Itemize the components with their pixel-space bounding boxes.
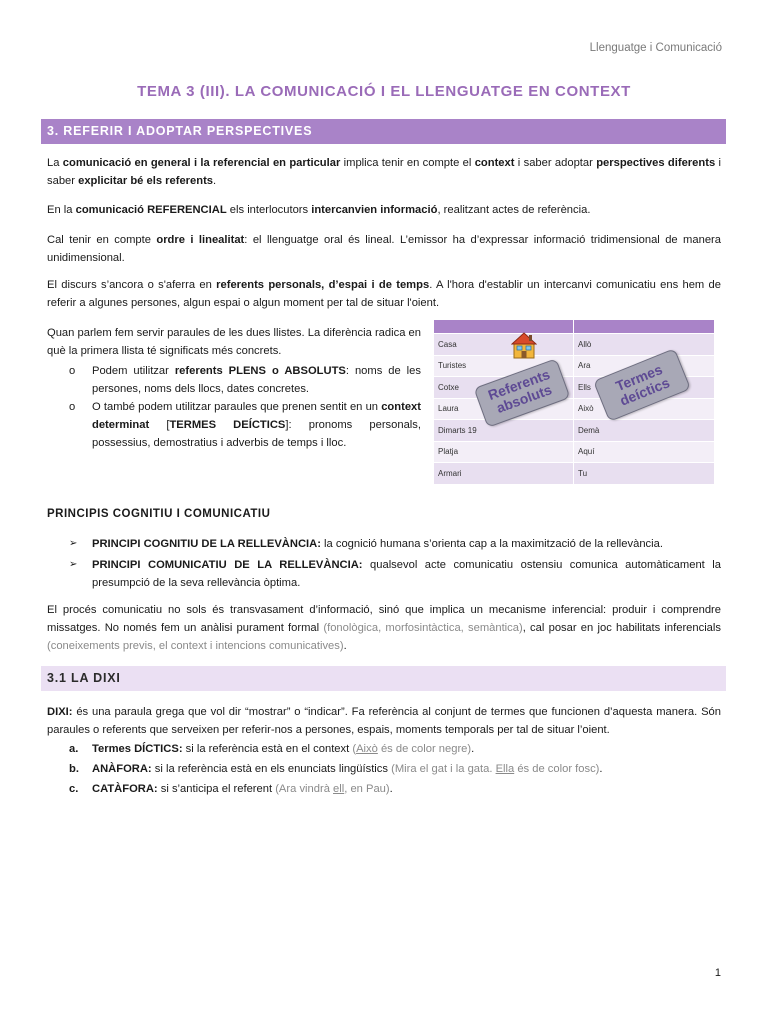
table-row: [434, 420, 714, 442]
table-cell-absolute: Armari: [434, 463, 574, 485]
list-item: o O també podem utilitzar paraules que prenen sentit en un context determinat [TERMES DEÍCTICS]: pronoms personals, possessius, demostratius i adverbis de temps i lloc.: [47, 398, 421, 452]
list-item: a. Termes DÍCTICS: si la referència està en el context (Això és de color negre).: [69, 743, 475, 755]
tag-deictic-terms: Termes deíctics: [593, 348, 691, 422]
table-cell-deictic: Ells: [574, 377, 715, 399]
table-cell-deictic: Aquí: [574, 441, 715, 463]
table-cell-absolute: Platja: [434, 441, 574, 463]
paragraph-two-lists: Quan parlem fem servir paraules de les dues llistes. La diferència radica en què la primera llista té significats més concrets.: [47, 327, 421, 357]
bullet-list: [47, 362, 421, 452]
list-item: ➢ PRINCIPI COMUNICATIU DE LA RELLEVÀNCIA: qualsevol acte comunicatiu ostensiu comunica automàticament la presumpció de la seva rellevància òptima.: [47, 556, 721, 592]
paragraph-linearity: Cal tenir en compte ordre i linealitat: el llenguatge oral és lineal. L’emissor ha d’expressar informació tridimensional de manera unidimensional.: [47, 234, 721, 264]
table-cell-deictic: Això: [574, 398, 715, 420]
bullet-marker: o: [69, 365, 76, 377]
running-header: Llenguatge i Comunicació: [589, 42, 722, 54]
table-cell-deictic: Ara: [574, 355, 715, 377]
page-number: 1: [714, 967, 721, 979]
principles-heading: PRINCIPIS COGNITIU I COMUNICATIU: [47, 508, 271, 520]
list-item: b. ANÀFORA: si la referència està en els enunciats lingüístics (Mira el gat i la gata. Ella és de color fosc).: [69, 763, 603, 775]
list-item: c. CATÀFORA: si s’anticipa el referent (Ara vindrà ell, en Pau).: [69, 783, 393, 795]
table-row: [434, 398, 714, 420]
arrow-bullet-icon: ➢: [69, 559, 78, 570]
paragraph-dixi: DIXI: és una paraula grega que vol dir “mostrar” o “indicar”. Fa referència al conjunt de termes que funcionen d’aquesta manera. Són paraules o referents que serveixen per referir-nos a persones, espais, moments temporals per tal de situar l’oient.: [47, 706, 721, 736]
arrow-bullet-icon: ➢: [69, 538, 78, 549]
principles-list: [47, 535, 721, 595]
lists-explanation: [47, 324, 421, 452]
table-row: [434, 441, 714, 463]
bullet-marker: o: [69, 401, 76, 413]
list-item: o Podem utilitzar referents PLENS o ABSOLUTS: noms de les persones, noms dels llocs, dates concretes.: [47, 362, 421, 398]
table-header-row: [434, 320, 714, 334]
paragraph-inferential: El procés comunicatiu no sols és transvasament d’informació, sinó que implica un mecanisme inferencial: produir i comprendre missatges. No només fem un anàlisi purament formal (fonològica, morfosintàctica, semàntica), cal posar en joc habilitats inferencials (coneixements previs, el context i intencions comunicatives).: [47, 604, 721, 652]
paragraph-communication: La comunicació en general i la referencial en particular implica tenir en compte el context i saber adoptar perspectives diferents i saber explicitar bé els referents.: [47, 157, 721, 187]
section-heading-3: 3. REFERIR I ADOPTAR PERSPECTIVES: [41, 119, 726, 144]
table-cell-absolute: Dimarts 19: [434, 420, 574, 442]
house-icon: [511, 331, 537, 359]
table-cell-absolute: Turistes: [434, 355, 574, 377]
table-cell-deictic: Tu: [574, 463, 715, 485]
dixi-types-list: [47, 740, 721, 800]
paragraph-anchoring: El discurs s’ancora o s'aferra en referents personals, d’espai i de temps. A l'hora d'establir un intercanvi comunicatiu ens hem de referir a algunes persones, algun espai o algun moment per tal de situar l'oient.: [47, 279, 721, 309]
section-heading-3-1: 3.1 LA DIXI: [41, 666, 726, 691]
paragraph-referential: En la comunicació REFERENCIAL els interlocutors intercanvien informació, realitzant actes de referència.: [47, 204, 591, 216]
referents-table: [434, 320, 714, 485]
table-cell-absolute: Cotxe: [434, 377, 574, 399]
table-cell-deictic: Allò: [574, 334, 715, 356]
table-cell-deictic: Demà: [574, 420, 715, 442]
page-title: TEMA 3 (III). LA COMUNICACIÓ I EL LLENGUATGE EN CONTEXT: [137, 83, 631, 100]
table-cell-absolute: Laura: [434, 398, 574, 420]
table-cell-absolute: Casa: [434, 334, 574, 356]
list-item: ➢ PRINCIPI COGNITIU DE LA RELLEVÀNCIA: la cognició humana s’orienta cap a la maximització de la rellevància.: [47, 535, 721, 553]
tag-absolute-referents: Referents absoluts: [473, 358, 570, 428]
table-row: [434, 463, 714, 485]
